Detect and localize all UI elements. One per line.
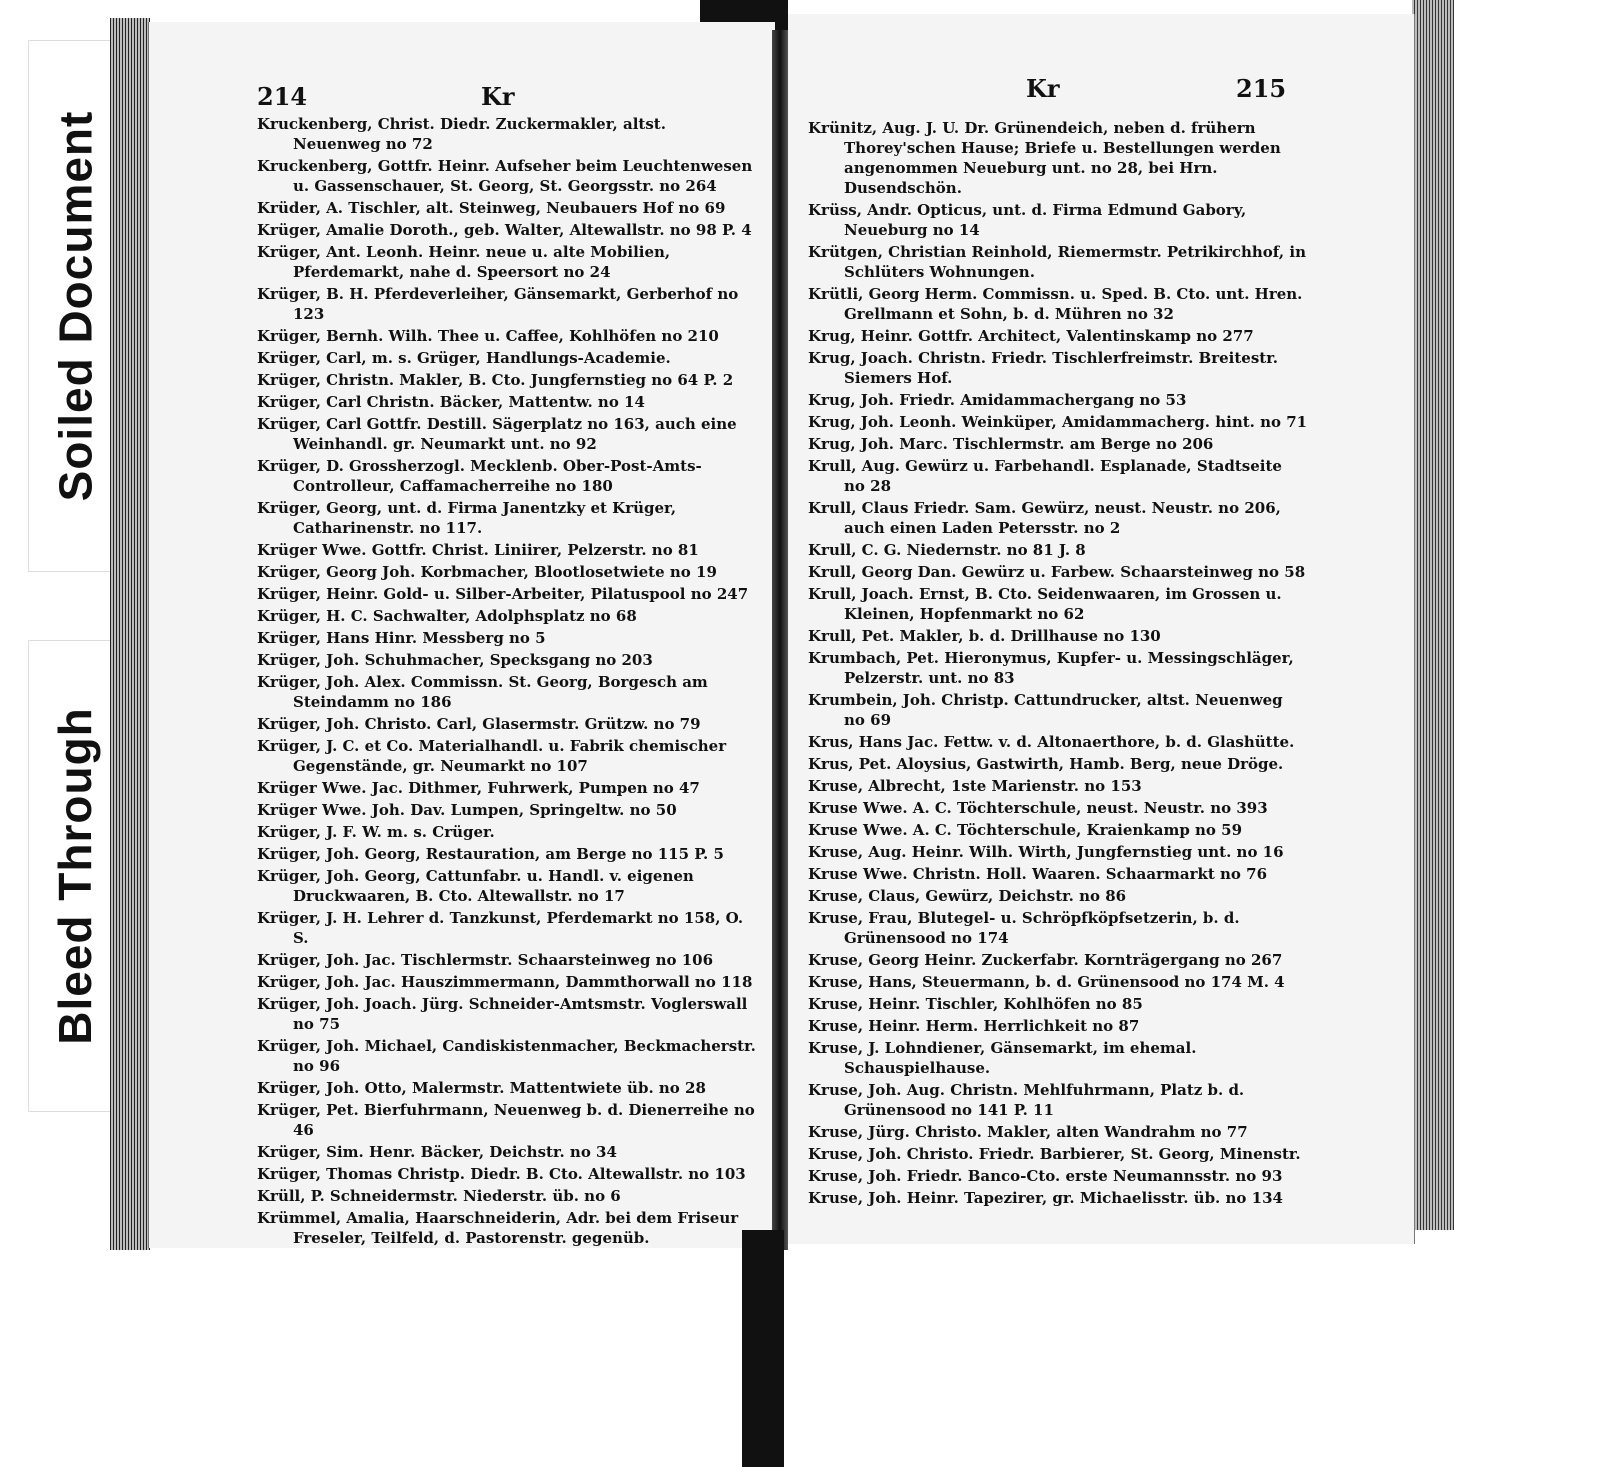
left-page (148, 22, 775, 1248)
left-entry-list (257, 114, 757, 1248)
directory-entry: Krüger, Joh. Georg, Restauration, am Berge no 115 P. 5 (257, 845, 724, 863)
directory-entry: Krus, Pet. Aloysius, Gastwirth, Hamb. Berg, neue Dröge. (808, 755, 1284, 773)
directory-entry: Krüger, Joh. Michael, Candiskistenmacher, Beckmacherstr. no 96 (257, 1037, 756, 1075)
directory-entry: Krull, Pet. Makler, b. d. Drillhause no 130 (808, 627, 1161, 645)
directory-entry: Kruckenberg, Gottfr. Heinr. Aufseher beim Leuchtenwesen u. Gassenschauer, St. Georg, St. Georgsstr. no 264 (257, 157, 753, 195)
directory-entry: Krüger, Thomas Christp. Diedr. B. Cto. Altewallstr. no 103 (257, 1165, 746, 1183)
directory-entry: Kruse Wwe. A. C. Töchterschule, Kraienkamp no 59 (808, 821, 1243, 839)
directory-entry: Krümmel, Amalia, Haarschneiderin, Adr. bei dem Friseur Freseler, Teilfeld, d. Pastorenstr. gegenüb. (257, 1209, 739, 1247)
directory-entry: Krütgen, Christian Reinhold, Riemermstr. Petrikirchhof, in Schlüters Wohnungen. (808, 243, 1306, 281)
directory-entry: Krüger, Christn. Makler, B. Cto. Jungfernstieg no 64 P. 2 (257, 371, 734, 389)
directory-entry: Krüger, Joh. Georg, Cattunfabr. u. Handl. v. eigenen Druckwaaren, B. Cto. Altewallstr. no 17 (257, 867, 694, 905)
directory-entry: Krüger, Joh. Schuhmacher, Specksgang no 203 (257, 651, 653, 669)
directory-entry: Krull, Aug. Gewürz u. Farbehandl. Esplanade, Stadtseite no 28 (808, 457, 1282, 495)
directory-entry: Krug, Joh. Friedr. Amidammachergang no 53 (808, 391, 1187, 409)
directory-entry: Krüger, J. H. Lehrer d. Tanzkunst, Pferdemarkt no 158, O. S. (257, 909, 744, 947)
directory-entry: Kruse, Jürg. Christo. Makler, alten Wandrahm no 77 (808, 1123, 1248, 1141)
directory-entry: Krüger, B. H. Pferdeverleiher, Gänsemarkt, Gerberhof no 123 (257, 285, 739, 323)
book-gutter (772, 30, 788, 1250)
directory-entry: Krüger, Carl Gottfr. Destill. Sägerplatz no 163, auch eine Weinhandl. gr. Neumarkt unt. no 92 (257, 415, 737, 453)
directory-entry: Krüger, Pet. Bierfuhrmann, Neuenweg b. d. Dienerreihe no 46 (257, 1101, 755, 1139)
directory-entry: Krüger, D. Grossherzogl. Mecklenb. Ober-Post-Amts-Controlleur, Caffamacherreihe no 180 (257, 457, 702, 495)
directory-entry: Krüger Wwe. Gottfr. Christ. Liniirer, Pelzerstr. no 81 (257, 541, 699, 559)
soiled-document-text: Soiled Document (49, 110, 101, 502)
right-entry-list (808, 118, 1308, 1210)
book-page-edges-left (110, 18, 150, 1250)
directory-entry: Kruckenberg, Christ. Diedr. Zuckermakler, altst. Neuenweg no 72 (257, 115, 666, 153)
soiled-document-label (28, 40, 122, 572)
directory-entry: Krüger, Joh. Joach. Jürg. Schneider-Amtsmstr. Voglerswall no 75 (257, 995, 748, 1033)
directory-entry: Krüger, Joh. Jac. Hauszimmermann, Dammthorwall no 118 (257, 973, 753, 991)
directory-entry: Kruse, Frau, Blutegel- u. Schröpfköpfsetzerin, b. d. Grünensood no 174 (808, 909, 1240, 947)
directory-entry: Kruse, Georg Heinr. Zuckerfabr. Kornträgergang no 267 (808, 951, 1283, 969)
directory-entry: Krüger, J. C. et Co. Materialhandl. u. Fabrik chemischer Gegenstände, gr. Neumarkt no 107 (257, 737, 727, 775)
directory-entry: Krüll, P. Schneidermstr. Niederstr. üb. no 6 (257, 1187, 621, 1205)
directory-entry: Krumbein, Joh. Christp. Cattundrucker, altst. Neuenweg no 69 (808, 691, 1283, 729)
right-page-header: Kr (1026, 74, 1060, 103)
left-page-number: 214 (257, 82, 308, 111)
directory-entry: Krütli, Georg Herm. Commissn. u. Sped. B. Cto. unt. Hren. Grellmann et Sohn, b. d. Mühren no 32 (808, 285, 1303, 323)
directory-entry: Krull, Georg Dan. Gewürz u. Farbew. Schaarsteinweg no 58 (808, 563, 1306, 581)
directory-entry: Krüger, Sim. Henr. Bäcker, Deichstr. no 34 (257, 1143, 617, 1161)
directory-entry: Krull, Joach. Ernst, B. Cto. Seidenwaaren, im Grossen u. Kleinen, Hopfenmarkt no 62 (808, 585, 1282, 623)
directory-entry: Krug, Joach. Christn. Friedr. Tischlerfreimstr. Breitestr. Siemers Hof. (808, 349, 1278, 387)
directory-entry: Krug, Joh. Leonh. Weinküper, Amidammacherg. hint. no 71 (808, 413, 1308, 431)
directory-entry: Kruse, J. Lohndiener, Gänsemarkt, im ehemal. Schauspielhause. (808, 1039, 1197, 1077)
book-page-edges-right (1412, 0, 1454, 1230)
directory-entry: Kruse, Aug. Heinr. Wilh. Wirth, Jungfernstieg unt. no 16 (808, 843, 1284, 861)
bookmark-ribbon-bottom (742, 1230, 784, 1467)
right-page-number: 215 (1236, 74, 1287, 103)
directory-entry: Krull, C. G. Niedernstr. no 81 J. 8 (808, 541, 1086, 559)
directory-entry: Krüger, Georg, unt. d. Firma Janentzky et Krüger, Catharinenstr. no 117. (257, 499, 677, 537)
directory-entry: Krüss, Andr. Opticus, unt. d. Firma Edmund Gabory, Neueburg no 14 (808, 201, 1247, 239)
directory-entry: Kruse, Hans, Steuermann, b. d. Grünensood no 174 M. 4 (808, 973, 1285, 991)
directory-entry: Krull, Claus Friedr. Sam. Gewürz, neust. Neustr. no 206, auch einen Laden Petersstr. no 2 (808, 499, 1281, 537)
directory-entry: Krus, Hans Jac. Fettw. v. d. Altonaerthore, b. d. Glashütte. (808, 733, 1295, 751)
right-page (788, 14, 1415, 1244)
directory-entry: Krüger, Heinr. Gold- u. Silber-Arbeiter, Pilatuspool no 247 (257, 585, 749, 603)
directory-entry: Krumbach, Pet. Hieronymus, Kupfer- u. Messingschläger, Pelzerstr. unt. no 83 (808, 649, 1294, 687)
bleed-through-label (28, 640, 122, 1112)
directory-entry: Krüger, Ant. Leonh. Heinr. neue u. alte Mobilien, Pferdemarkt, nahe d. Speersort no 24 (257, 243, 671, 281)
directory-entry: Krüger, Georg Joh. Korbmacher, Blootlosetwiete no 19 (257, 563, 717, 581)
directory-entry: Krüger, Hans Hinr. Messberg no 5 (257, 629, 546, 647)
directory-entry: Krüger Wwe. Jac. Dithmer, Fuhrwerk, Pumpen no 47 (257, 779, 700, 797)
directory-entry: Krüger, Carl, m. s. Grüger, Handlungs-Academie. (257, 349, 671, 367)
directory-entry: Krüder, A. Tischler, alt. Steinweg, Neubauers Hof no 69 (257, 199, 726, 217)
directory-entry: Krünitz, Aug. J. U. Dr. Grünendeich, neben d. frühern Thorey'schen Hause; Briefe u. Bestellungen werden angenommen Neueburg unt. no 28, bei Hrn. Dusendschön. (808, 119, 1281, 197)
directory-entry: Kruse, Heinr. Herm. Herrlichkeit no 87 (808, 1017, 1140, 1035)
directory-entry: Krüger, Joh. Alex. Commissn. St. Georg, Borgesch am Steindamm no 186 (257, 673, 708, 711)
directory-entry: Krüger, Joh. Christo. Carl, Glasermstr. Grützw. no 79 (257, 715, 701, 733)
directory-entry: Kruse Wwe. Christn. Holl. Waaren. Schaarmarkt no 76 (808, 865, 1268, 883)
left-page-header: Kr (481, 82, 515, 111)
directory-entry: Krüger, Bernh. Wilh. Thee u. Caffee, Kohlhöfen no 210 (257, 327, 719, 345)
directory-entry: Kruse, Joh. Aug. Christn. Mehlfuhrmann, Platz b. d. Grünensood no 141 P. 11 (808, 1081, 1245, 1119)
directory-entry: Kruse, Joh. Christo. Friedr. Barbierer, St. Georg, Minenstr. (808, 1145, 1301, 1163)
directory-entry: Kruse Wwe. A. C. Töchterschule, neust. Neustr. no 393 (808, 799, 1268, 817)
directory-entry: Krüger, Amalie Doroth., geb. Walter, Altewallstr. no 98 P. 4 (257, 221, 752, 239)
directory-entry: Krüger, Joh. Otto, Malermstr. Mattentwiete üb. no 28 (257, 1079, 706, 1097)
directory-entry: Kruse, Albrecht, 1ste Marienstr. no 153 (808, 777, 1142, 795)
directory-entry: Kruse, Joh. Friedr. Banco-Cto. erste Neumannsstr. no 93 (808, 1167, 1283, 1185)
directory-entry: Krüger, Joh. Jac. Tischlermstr. Schaarsteinweg no 106 (257, 951, 714, 969)
directory-entry: Krüger, Carl Christn. Bäcker, Mattentw. no 14 (257, 393, 645, 411)
directory-entry: Kruse, Claus, Gewürz, Deichstr. no 86 (808, 887, 1127, 905)
bleed-through-text: Bleed Through (49, 707, 102, 1045)
directory-entry: Kruse, Joh. Heinr. Tapezirer, gr. Michaelisstr. üb. no 134 (808, 1189, 1283, 1207)
directory-entry: Krug, Heinr. Gottfr. Architect, Valentinskamp no 277 (808, 327, 1254, 345)
directory-entry: Krüger Wwe. Joh. Dav. Lumpen, Springeltw. no 50 (257, 801, 677, 819)
directory-entry: Kruse, Heinr. Tischler, Kohlhöfen no 85 (808, 995, 1143, 1013)
directory-entry: Krug, Joh. Marc. Tischlermstr. am Berge no 206 (808, 435, 1214, 453)
directory-entry: Krüger, H. C. Sachwalter, Adolphsplatz no 68 (257, 607, 637, 625)
directory-entry: Krüger, J. F. W. m. s. Crüger. (257, 823, 495, 841)
